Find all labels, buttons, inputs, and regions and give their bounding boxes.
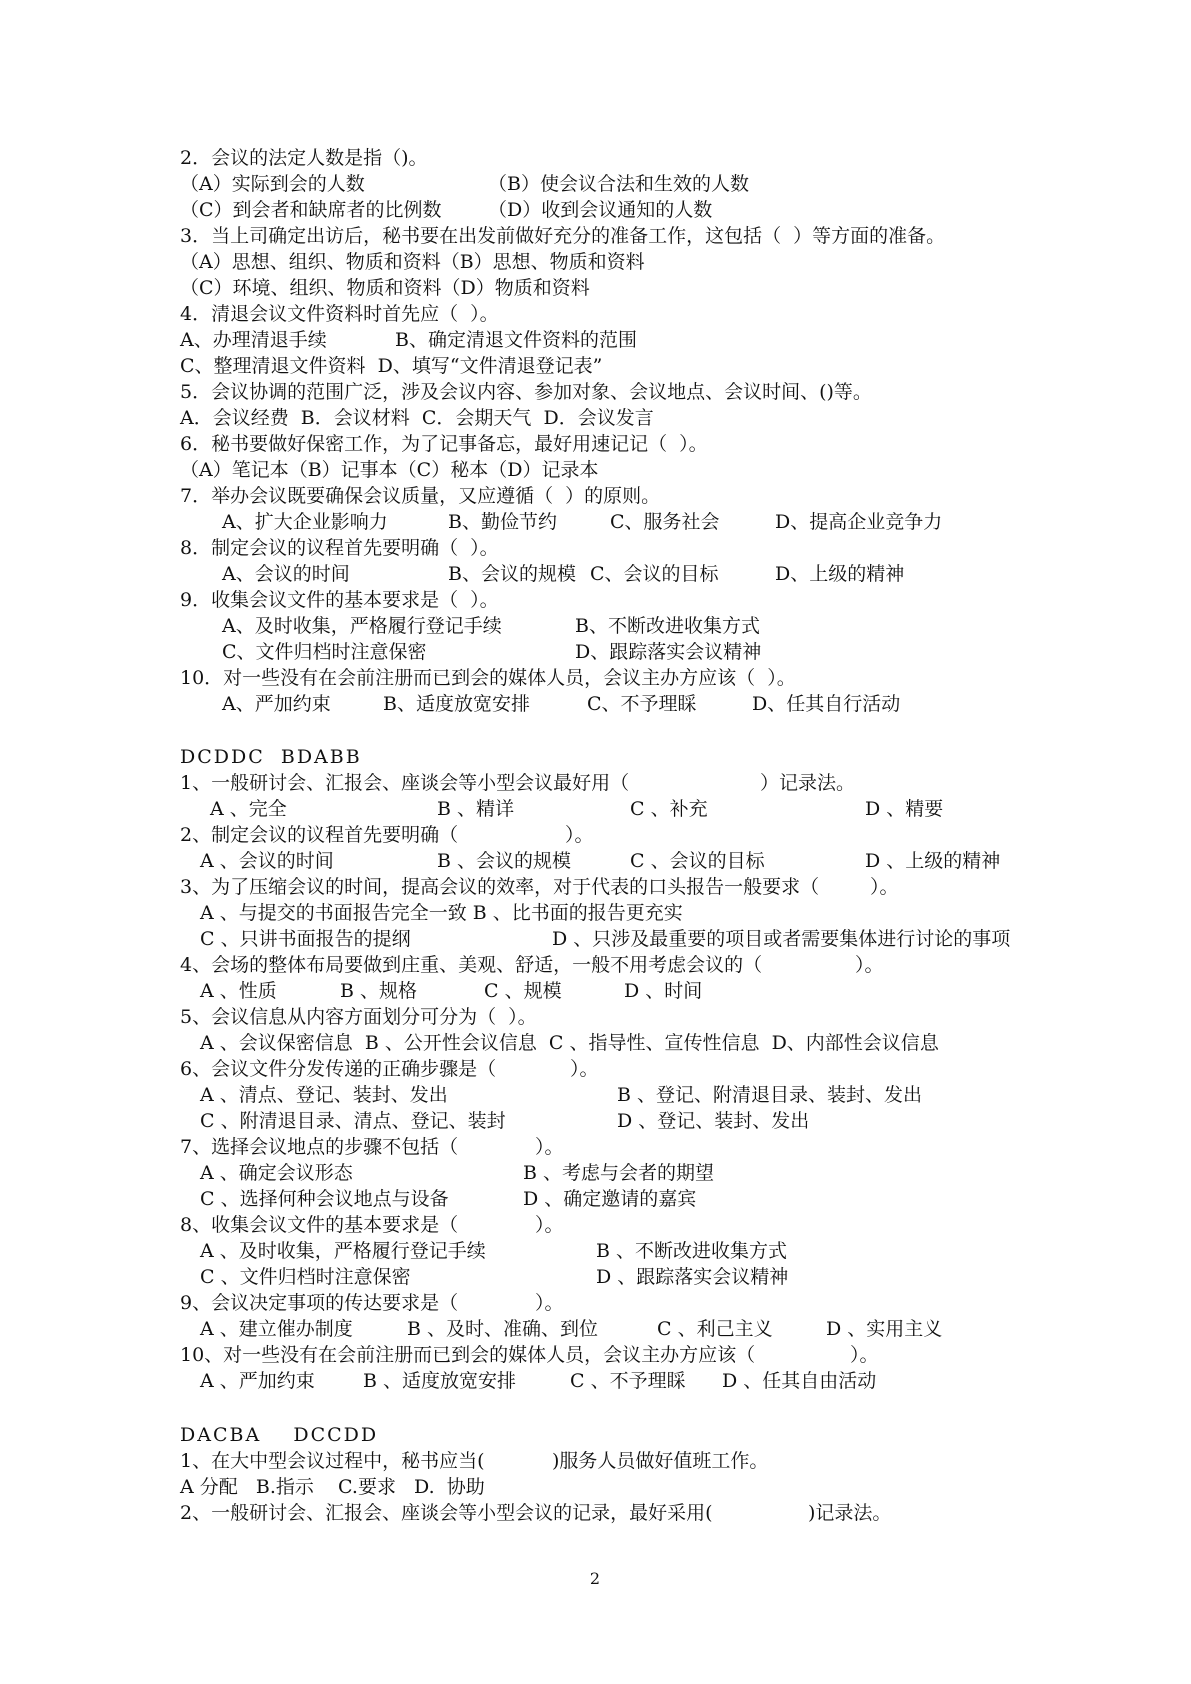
text-segment: 9、会议决定事项的传达要求是（ bbox=[180, 1292, 459, 1314]
text-segment: A 、会议的时间 bbox=[200, 850, 334, 872]
text-line bbox=[0, 796, 1191, 822]
text-segment: D 、确定邀请的嘉宾 bbox=[523, 1188, 697, 1210]
text-segment: 7．举办会议既要确保会议质量，又应遵循（ ）的原则。 bbox=[180, 485, 661, 507]
text-line bbox=[0, 1082, 1191, 1108]
text-segment: D 、实用主义 bbox=[826, 1318, 943, 1340]
text-segment: D 、上级的精神 bbox=[865, 850, 1001, 872]
text-line bbox=[0, 275, 1191, 301]
text-segment: B 、及时、准确、到位 bbox=[407, 1318, 599, 1340]
text-line bbox=[0, 1448, 1191, 1474]
text-line bbox=[0, 509, 1191, 535]
text-segment: （D）收到会议通知的人数 bbox=[488, 199, 713, 221]
text-segment: （A）笔记本（B）记事本（C）秘本（D）记录本 bbox=[180, 459, 599, 481]
text-segment: A 、及时收集，严格履行登记手续 bbox=[200, 1240, 486, 1262]
text-segment: )服务人员做好值班工作。 bbox=[552, 1450, 769, 1472]
text-segment: A 、建立催办制度 bbox=[200, 1318, 353, 1340]
text-segment: DCDDC BDABB bbox=[180, 746, 362, 768]
text-segment: D 、任其自由活动 bbox=[722, 1370, 877, 1392]
text-segment: 1、在大中型会议过程中，秘书应当( bbox=[180, 1450, 485, 1472]
text-segment: 4．清退会议文件资料时首先应（ ）。 bbox=[180, 303, 499, 325]
text-segment: C 、规模 bbox=[484, 980, 562, 1002]
text-line bbox=[0, 1316, 1191, 1342]
text-segment: A、扩大企业影响力 bbox=[222, 511, 388, 533]
text-segment: B、确定清退文件资料的范围 bbox=[395, 329, 637, 351]
text-line bbox=[0, 457, 1191, 483]
text-segment: D、提高企业竞争力 bbox=[775, 511, 943, 533]
text-segment: A 、会议保密信息 B 、公开性会议信息 C 、指导性、宣传性信息 D、内部性会议信息 bbox=[200, 1032, 939, 1054]
text-segment: C 、不予理睬 bbox=[570, 1370, 686, 1392]
text-segment: 3．当上司确定出访后，秘书要在出发前做好充分的准备工作，这包括（ ）等方面的准备。 bbox=[180, 225, 946, 247]
text-segment: ）。 bbox=[855, 954, 884, 976]
text-line bbox=[0, 1264, 1191, 1290]
text-segment: 3、为了压缩会议的时间，提高会议的效率，对于代表的口头报告一般要求（ bbox=[180, 876, 820, 898]
text-segment: A 、确定会议形态 bbox=[200, 1162, 353, 1184]
text-line bbox=[0, 1238, 1191, 1264]
text-segment: ）。 bbox=[535, 1136, 564, 1158]
text-line bbox=[0, 249, 1191, 275]
text-segment: 6．秘书要做好保密工作，为了记事备忘，最好用速记记（ ）。 bbox=[180, 433, 708, 455]
text-line bbox=[0, 1030, 1191, 1056]
text-segment: B、会议的规模 bbox=[448, 563, 576, 585]
text-line bbox=[0, 405, 1191, 431]
text-line bbox=[0, 874, 1191, 900]
text-segment: 8、收集会议文件的基本要求是（ bbox=[180, 1214, 459, 1236]
text-segment: D、上级的精神 bbox=[775, 563, 905, 585]
text-segment: C 、会议的目标 bbox=[630, 850, 765, 872]
text-segment: D 、登记、装封、发出 bbox=[617, 1110, 810, 1132]
text-segment: D、任其自行活动 bbox=[752, 693, 901, 715]
text-line bbox=[0, 223, 1191, 249]
text-segment: B 、会议的规模 bbox=[437, 850, 572, 872]
text-line bbox=[0, 587, 1191, 613]
text-segment: B、勤俭节约 bbox=[448, 511, 557, 533]
text-line bbox=[0, 848, 1191, 874]
text-segment: A、办理清退手续 bbox=[180, 329, 327, 351]
text-segment: D 、跟踪落实会议精神 bbox=[596, 1266, 789, 1288]
answer-key-line bbox=[0, 1422, 1191, 1448]
text-line bbox=[0, 1160, 1191, 1186]
text-segment: C、会议的目标 bbox=[590, 563, 719, 585]
text-segment: A、会议的时间 bbox=[222, 563, 350, 585]
text-line bbox=[0, 171, 1191, 197]
text-line bbox=[0, 1474, 1191, 1500]
text-line bbox=[0, 379, 1191, 405]
text-segment: A、严加约束 bbox=[222, 693, 331, 715]
text-segment: 6、会议文件分发传递的正确步骤是（ bbox=[180, 1058, 497, 1080]
answer-key-line bbox=[0, 744, 1191, 770]
text-segment: 2、制定会议的议程首先要明确（ bbox=[180, 824, 459, 846]
text-line bbox=[0, 1004, 1191, 1030]
text-segment: B 、适度放宽安排 bbox=[363, 1370, 517, 1392]
text-line bbox=[0, 613, 1191, 639]
text-line bbox=[0, 1500, 1191, 1526]
text-segment: A、及时收集，严格履行登记手续 bbox=[222, 615, 502, 637]
text-segment: C 、附清退目录、清点、登记、装封 bbox=[200, 1110, 506, 1132]
text-segment: A 、清点、登记、装封、发出 bbox=[200, 1084, 448, 1106]
text-segment: )记录法。 bbox=[808, 1502, 892, 1524]
text-line bbox=[0, 1108, 1191, 1134]
text-segment: A 、完全 bbox=[210, 798, 287, 820]
text-segment: DACBA DCCDD bbox=[180, 1424, 379, 1446]
text-segment: 7、选择会议地点的步骤不包括（ bbox=[180, 1136, 459, 1158]
text-segment: ）。 bbox=[535, 1292, 564, 1314]
text-segment: B 、规格 bbox=[340, 980, 418, 1002]
text-segment: B 、不断改进收集方式 bbox=[596, 1240, 788, 1262]
text-line bbox=[0, 197, 1191, 223]
text-line bbox=[0, 691, 1191, 717]
text-segment: D、跟踪落实会议精神 bbox=[575, 641, 762, 663]
text-segment: （C）到会者和缺席者的比例数 bbox=[180, 199, 442, 221]
text-segment: ）。 bbox=[870, 876, 899, 898]
text-segment: C、文件归档时注意保密 bbox=[222, 641, 427, 663]
text-segment: C 、文件归档时注意保密 bbox=[200, 1266, 411, 1288]
text-segment: 9．收集会议文件的基本要求是（ ）。 bbox=[180, 589, 499, 611]
text-line bbox=[0, 822, 1191, 848]
text-line bbox=[0, 1212, 1191, 1238]
text-segment: B、适度放宽安排 bbox=[383, 693, 530, 715]
text-segment: A 、性质 bbox=[200, 980, 277, 1002]
text-segment: ）记录法。 bbox=[760, 772, 856, 794]
text-segment: B 、登记、附清退目录、装封、发出 bbox=[617, 1084, 923, 1106]
text-line bbox=[0, 926, 1191, 952]
text-segment: 5．会议协调的范围广泛，涉及会议内容、参加对象、会议地点、会议时间、()等。 bbox=[180, 381, 872, 403]
text-line bbox=[0, 770, 1191, 796]
text-line bbox=[0, 1290, 1191, 1316]
text-line bbox=[0, 1186, 1191, 1212]
text-segment: C、整理清退文件资料 D、填写“文件清退登记表” bbox=[180, 355, 603, 377]
text-line bbox=[0, 301, 1191, 327]
text-segment: A．会议经费 B．会议材料 C．会期天气 D．会议发言 bbox=[180, 407, 654, 429]
text-segment: 2、一般研讨会、汇报会、座谈会等小型会议的记录，最好采用( bbox=[180, 1502, 713, 1524]
text-line bbox=[0, 978, 1191, 1004]
text-line bbox=[0, 353, 1191, 379]
text-segment: C 、补充 bbox=[630, 798, 708, 820]
text-segment: 5、会议信息从内容方面划分可分为（ ）。 bbox=[180, 1006, 537, 1028]
text-line bbox=[0, 1342, 1191, 1368]
text-segment: （C）环境、组织、物质和资料（D）物质和资料 bbox=[180, 277, 590, 299]
text-segment: 10、对一些没有在会前注册而已到会的媒体人员，会议主办方应该（ bbox=[180, 1344, 756, 1366]
text-line bbox=[0, 952, 1191, 978]
text-segment: ）。 bbox=[535, 1214, 564, 1236]
text-segment: ）。 bbox=[570, 1058, 599, 1080]
text-line bbox=[0, 145, 1191, 171]
text-segment: 2．会议的法定人数是指（)。 bbox=[180, 147, 428, 169]
text-segment: B 、精详 bbox=[437, 798, 515, 820]
page-number: 2 bbox=[589, 1569, 601, 1588]
text-segment: （A）思想、组织、物质和资料（B）思想、物质和资料 bbox=[180, 251, 645, 273]
text-segment: C 、选择何种会议地点与设备 bbox=[200, 1188, 449, 1210]
text-segment: B、不断改进收集方式 bbox=[575, 615, 760, 637]
text-segment: A 、与提交的书面报告完全一致 B 、比书面的报告更充实 bbox=[200, 902, 683, 924]
text-segment: （A）实际到会的人数 bbox=[180, 173, 365, 195]
text-segment: 4、会场的整体布局要做到庄重、美观、舒适，一般不用考虑会议的（ bbox=[180, 954, 763, 976]
text-line bbox=[0, 431, 1191, 457]
text-segment: D 、只涉及最重要的项目或者需要集体进行讨论的事项 bbox=[552, 928, 1011, 950]
text-segment: 1、一般研讨会、汇报会、座谈会等小型会议最好用（ bbox=[180, 772, 630, 794]
text-segment: 8．制定会议的议程首先要明确（ ）。 bbox=[180, 537, 499, 559]
text-line bbox=[0, 561, 1191, 587]
text-segment: C 、只讲书面报告的提纲 bbox=[200, 928, 411, 950]
text-line bbox=[0, 1056, 1191, 1082]
text-segment: C、服务社会 bbox=[610, 511, 720, 533]
text-line bbox=[0, 327, 1191, 353]
text-line bbox=[0, 535, 1191, 561]
text-segment: A 分配 B.指示 C.要求 D. 协助 bbox=[180, 1476, 485, 1498]
text-line bbox=[0, 900, 1191, 926]
text-segment: C 、利己主义 bbox=[657, 1318, 773, 1340]
text-segment: ）。 bbox=[850, 1344, 879, 1366]
text-line bbox=[0, 483, 1191, 509]
text-line bbox=[0, 665, 1191, 691]
text-line bbox=[0, 639, 1191, 665]
text-line bbox=[0, 1134, 1191, 1160]
text-segment: D 、精要 bbox=[865, 798, 944, 820]
text-segment: ）。 bbox=[565, 824, 594, 846]
text-segment: B 、考虑与会者的期望 bbox=[523, 1162, 715, 1184]
text-segment: A 、严加约束 bbox=[200, 1370, 315, 1392]
text-line bbox=[0, 1368, 1191, 1394]
text-segment: C、不予理睬 bbox=[587, 693, 697, 715]
text-segment: （B）使会议合法和生效的人数 bbox=[488, 173, 749, 195]
text-segment: D 、时间 bbox=[624, 980, 703, 1002]
text-segment: 10．对一些没有在会前注册而已到会的媒体人员，会议主办方应该（ ）。 bbox=[180, 667, 796, 689]
